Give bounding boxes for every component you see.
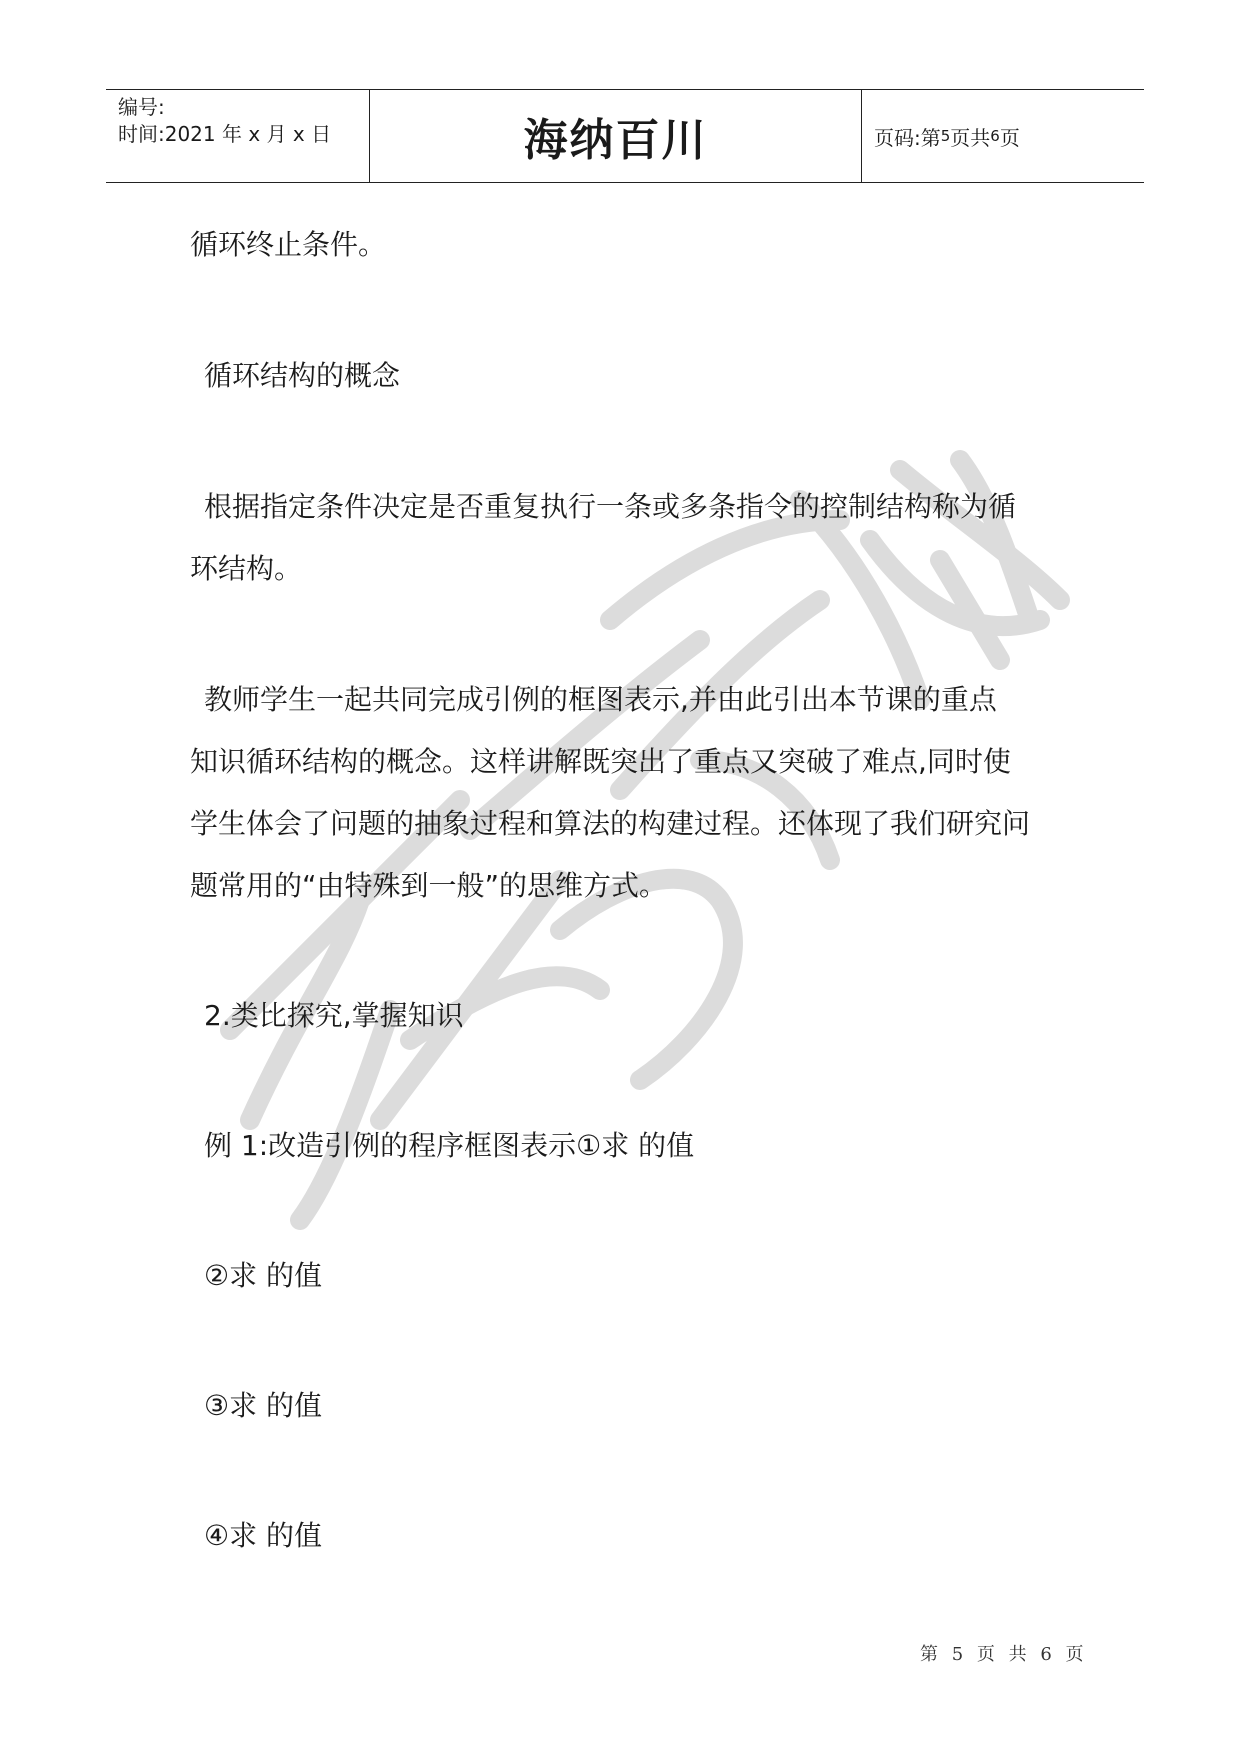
header-meta [106, 90, 370, 182]
paragraph: 学生体会了问题的抽象过程和算法的构建过程。还体现了我们研究问 [190, 807, 1031, 840]
page-current: 5 [940, 127, 951, 145]
document-header [106, 89, 1144, 183]
example-item: ③求 的值 [204, 1389, 323, 1422]
page-suffix: 页 [999, 125, 1020, 150]
paragraph: 环结构。 [190, 552, 303, 585]
paragraph: 循环终止条件。 [190, 228, 387, 261]
number-label: 编号: [118, 95, 165, 119]
page-footer: 第 5 页 共 6 页 [920, 1644, 1088, 1665]
example-item: 例 1:改造引例的程序框图表示①求 的值 [204, 1129, 695, 1162]
paragraph: 根据指定条件决定是否重复执行一条或多条指令的控制结构称为循 [204, 490, 1017, 523]
time-label: 时间:2021 年 x 月 x 日 [118, 122, 332, 146]
paragraph: 知识循环结构的概念。这样讲解既突出了重点又突破了难点,同时使 [190, 745, 1011, 778]
page-total: 6 [990, 127, 1000, 145]
paragraph: 题常用的“由特殊到一般”的思维方式。 [190, 869, 668, 902]
header-title: 海纳百川 [370, 90, 862, 182]
header-page-info [862, 90, 1144, 182]
page-prefix: 页码:第 [874, 125, 941, 150]
example-item: ④求 的值 [204, 1519, 323, 1552]
example-item: ②求 的值 [204, 1259, 323, 1292]
section-heading: 循环结构的概念 [204, 359, 401, 392]
page-middle: 页共 [950, 125, 991, 150]
section-heading: 2.类比探究,掌握知识 [204, 999, 464, 1032]
paragraph: 教师学生一起共同完成引例的框图表示,并由此引出本节课的重点 [204, 683, 997, 716]
